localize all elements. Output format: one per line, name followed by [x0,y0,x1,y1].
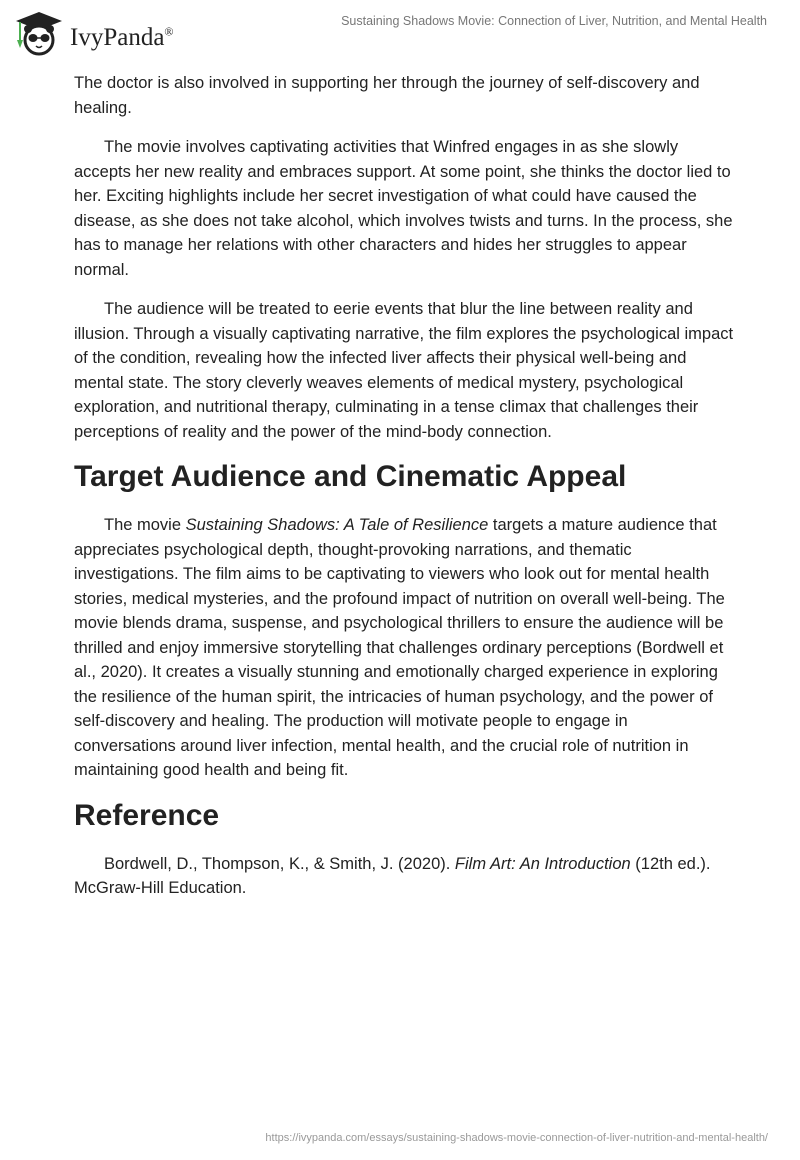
section-heading-reference: Reference [74,798,220,832]
paragraph: The movie Sustaining Shadows: A Tale of Resilience targets a mature audience that appreciates psychological depth, thought-provoking narrations, and thematic investigations. The film aims to be captivating to viewers who look out for mental health stories, medical mysteries, and the profound impact of nutrition on overall well-being. The movie blends drama, suspense, and psychological thrillers to ensure the audience will be thrilled and enjoy immersive storytelling that challenges ordinary perceptions (Bordwell et al., 2020). It creates a visually stunning and emotionally charged experience in exploring the resilience of the human spirit, the intricacies of human psychology, and the power of self-discovery and healing. The production will motivate people to engage in conversations around liver infection, mental health, and the crucial role of nutrition in maintaining good health and being fit. [74,516,725,779]
paragraph: The audience will be treated to eerie events that blur the line between reality and illusion. Through a visually captivating narrative, the film explores the psychological impact of the condition, revealing how the infected liver affects their physical well-being and mental state. The story cleverly weaves elements of medical mystery, psychological exploration, and nutritional therapy, culminating in a tense climax that challenges their perceptions of reality and the power of the mind-body connection. [74,300,734,441]
reference-entry: Bordwell, D., Thompson, K., & Smith, J. (2020). Film Art: An Introduction (12th ed.). McGraw-Hill Education. [74,854,711,897]
essay-content [74,71,734,916]
logo-text: IvyPanda® [70,24,174,51]
section-heading-target-audience: Target Audience and Cinematic Appeal [74,460,627,493]
paragraph: The doctor is also involved in supporting her through the journey of self-discovery and healing. [74,74,700,117]
paragraph: The movie involves captivating activities that Winfred engages in as she slowly accepts her new reality and embraces support. At some point, she thinks the doctor lied to her. Exciting highlights include her secret investigation of what could have caused the disease, as she does not take alcohol, which involves twists and turns. In the process, she has to manage her relations with other characters and hides her struggles to appear normal. [74,138,733,279]
document-title: Sustaining Shadows Movie: Connection of Liver, Nutrition, and Mental Health [341,14,767,28]
panda-graduate-icon [14,8,64,58]
ivypanda-logo[interactable] [14,8,174,58]
source-url[interactable]: https://ivypanda.com/essays/sustaining-shadows-movie-connection-of-liver-nutrition-and-mental-health/ [265,1132,768,1144]
